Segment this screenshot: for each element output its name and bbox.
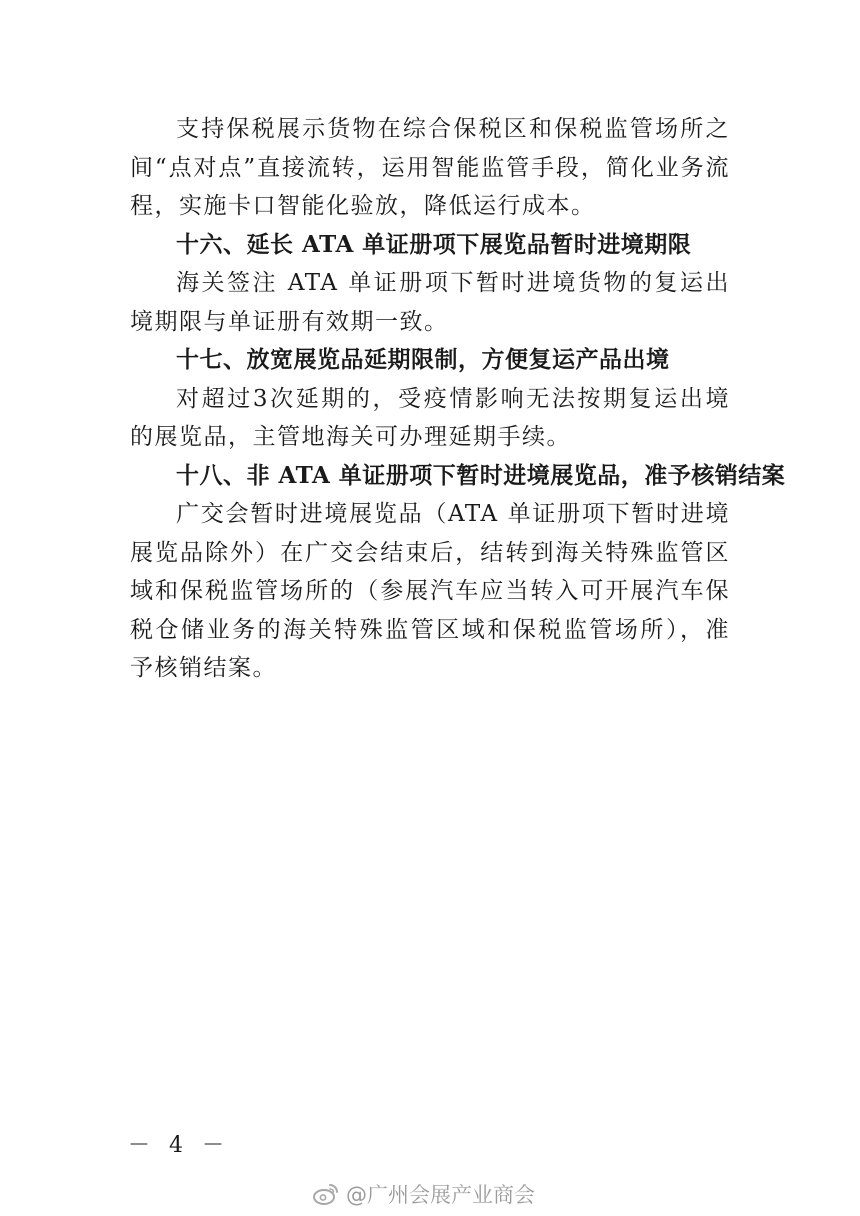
- heading-eighteen: 十八、非 ATA 单证册项下暂时进境展览品，准予核销结案: [176, 461, 786, 489]
- paragraph-canton-fair: 广交会暂时进境展览品（ATA 单证册项下暂时进境展览品除外）在广交会结束后，结转到海关特殊监管区域和保税监管场所的（参展汽车应当转入可开展汽车保税仓储业务的海关特殊监管区域和保税监管场所），准予核销结案。: [130, 501, 730, 681]
- watermark-text: @广州会展产业商会: [346, 1183, 535, 1207]
- paragraph-extension: 对超过3次延期的，受疫情影响无法按期复运出境的展览品，主管地海关可办理延期手续。: [130, 385, 730, 450]
- paragraph-bonded-display: 支持保税展示货物在综合保税区和保税监管场所之间“点对点”直接流转，运用智能监管手段，简化业务流程，实施卡口智能化验放，降低运行成本。: [130, 116, 730, 219]
- heading-sixteen: 十六、延长 ATA 单证册项下展览品暂时进境期限: [176, 230, 692, 258]
- weibo-icon: [312, 1182, 340, 1206]
- document-body: [130, 110, 786, 688]
- page-number: － 4 －: [128, 1133, 230, 1158]
- paragraph-ata-period: 海关签注 ATA 单证册项下暂时进境货物的复运出境期限与单证册有效期一致。: [130, 270, 730, 335]
- heading-seventeen: 十七、放宽展览品延期限制，方便复运产品出境: [176, 346, 670, 373]
- watermark: [312, 1180, 535, 1208]
